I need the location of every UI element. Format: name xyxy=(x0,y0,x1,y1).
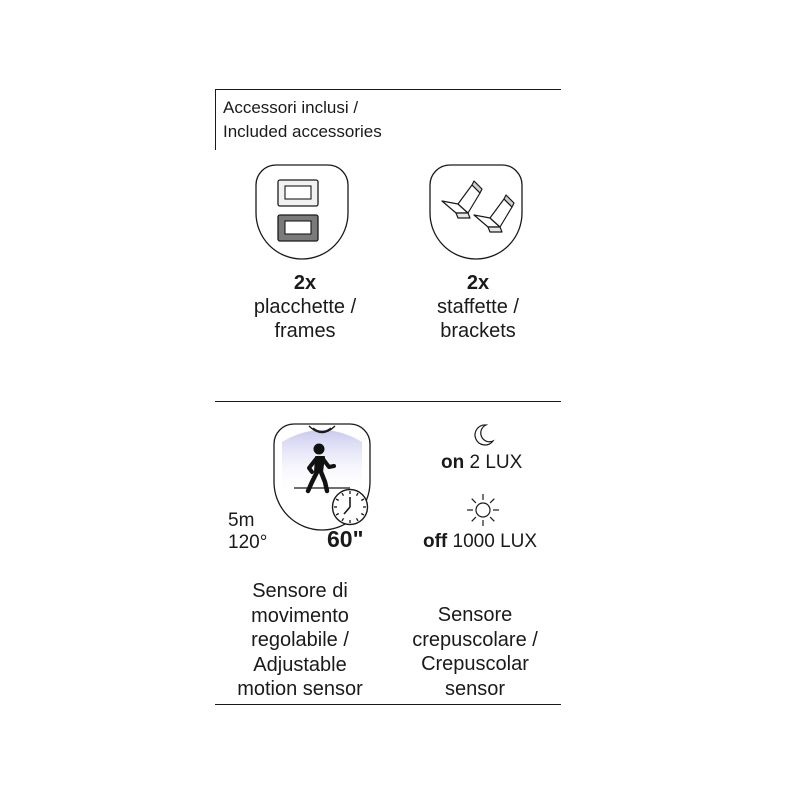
twilight-caption-line: crepuscolare / xyxy=(412,628,538,651)
twilight-caption-line: Crepuscolar xyxy=(421,653,529,675)
motion-caption-line: Adjustable xyxy=(253,653,347,676)
on-threshold xyxy=(441,452,522,474)
motion-caption-line: regolabile / xyxy=(251,629,349,651)
brackets-label-it: staffette / xyxy=(437,296,519,318)
motion-angle: 120° xyxy=(228,532,268,553)
frames-caption xyxy=(230,272,380,343)
on-label: on xyxy=(441,452,465,473)
motion-sensor-caption xyxy=(210,579,390,702)
section-title-line2: Included accessories xyxy=(223,122,382,141)
header-top-rule xyxy=(215,89,561,90)
frames-label-it: placchette / xyxy=(253,296,357,318)
frames-label-en: frames xyxy=(274,320,336,342)
off-threshold xyxy=(423,531,537,553)
motion-caption-line: Sensore di xyxy=(252,580,348,602)
motion-caption-line: movimento xyxy=(251,604,349,627)
brackets-icon xyxy=(428,163,524,259)
frames-quantity: 2x xyxy=(293,272,317,294)
section-title-line1: Accessori inclusi / xyxy=(223,98,359,117)
moon-icon xyxy=(474,424,494,446)
clock-icon xyxy=(331,488,369,526)
brackets-caption xyxy=(403,272,553,343)
on-value: 2 LUX xyxy=(469,452,523,473)
motion-delay: 60" xyxy=(327,526,364,552)
section-divider xyxy=(215,401,561,402)
twilight-caption-line: sensor xyxy=(444,677,506,700)
header-left-rule xyxy=(215,89,216,150)
off-value: 1000 LUX xyxy=(452,531,538,552)
twilight-sensor-caption xyxy=(385,603,565,701)
sun-icon xyxy=(465,492,501,528)
motion-range: 5m xyxy=(228,510,255,531)
frames-icon xyxy=(254,163,350,259)
off-label: off xyxy=(423,531,448,552)
section-title xyxy=(223,96,382,144)
bottom-rule xyxy=(215,704,561,705)
brackets-quantity: 2x xyxy=(466,272,490,294)
motion-caption-line: motion sensor xyxy=(237,678,363,700)
brackets-label-en: brackets xyxy=(440,320,516,342)
twilight-caption-line: Sensore xyxy=(437,604,513,626)
